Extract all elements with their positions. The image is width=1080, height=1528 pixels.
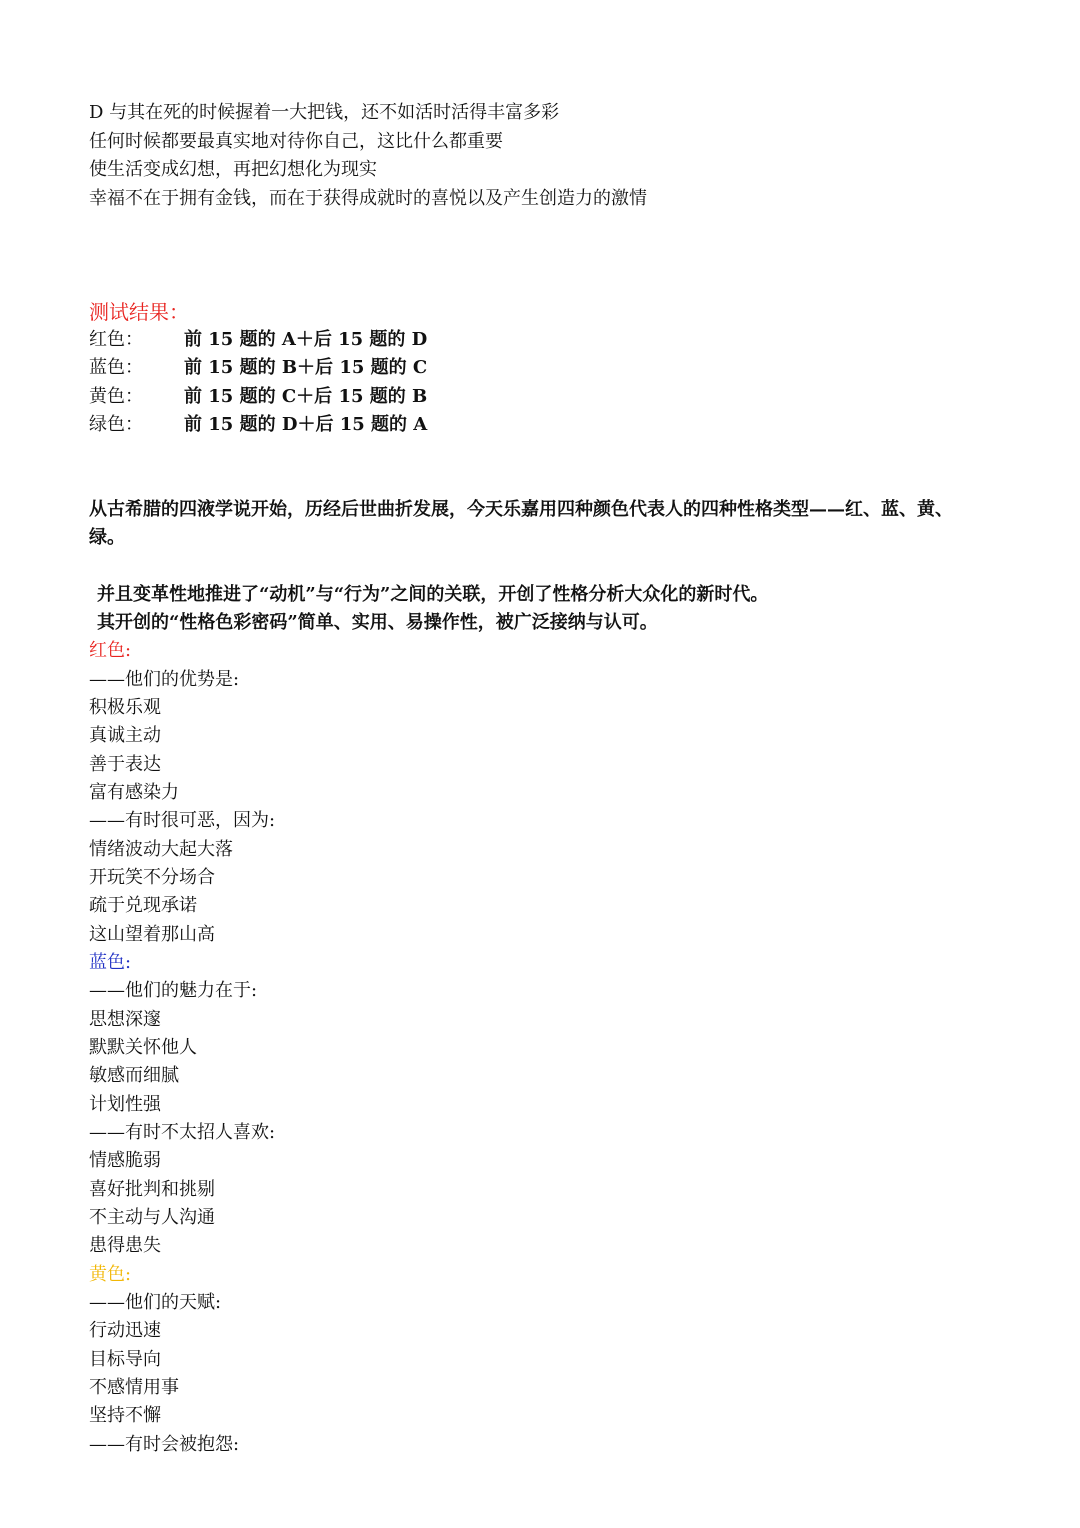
result-title: 测试结果：: [89, 300, 189, 324]
result-rule: 前 15 题的 A＋后 15 题的 D: [184, 329, 428, 350]
blue-heading: 蓝色:: [89, 952, 132, 973]
list-item: 开玩笑不分场合: [89, 867, 215, 888]
result-rule: 前 15 题的 C＋后 15 题的 B: [184, 386, 428, 407]
section-sublabel: ——他们的魅力在于:: [89, 980, 258, 1001]
list-item: 目标导向: [89, 1349, 161, 1370]
section-sublabel: ——有时会被抱怨:: [89, 1434, 240, 1455]
list-item: 情绪波动大起大落: [89, 839, 233, 860]
intro-text: 绿。: [89, 527, 125, 548]
result-row: [89, 384, 427, 410]
result-color-label: 绿色：: [89, 414, 143, 435]
result-row: [89, 355, 427, 381]
result-row: [89, 412, 427, 438]
list-item: 疏于兑现承诺: [89, 895, 197, 916]
quote-line: 使生活变成幻想，再把幻想化为现实: [89, 159, 377, 180]
result-rule: 前 15 题的 B＋后 15 题的 C: [184, 357, 428, 378]
list-item: 坚持不懈: [89, 1405, 161, 1426]
list-item: 真诚主动: [89, 725, 161, 746]
list-item: 默默关怀他人: [89, 1037, 197, 1058]
list-item: 喜好批判和挑剔: [89, 1179, 215, 1200]
section-sublabel: ——他们的天赋:: [89, 1292, 222, 1313]
list-item: 这山望着那山高: [89, 924, 215, 945]
result-color-label: 红色：: [89, 329, 143, 350]
section-sublabel: ——有时很可恶，因为:: [89, 810, 276, 831]
yellow-heading: 黄色:: [89, 1264, 132, 1285]
result-row: [89, 327, 427, 353]
list-item: 善于表达: [89, 754, 161, 775]
quote-line: 任何时候都要最真实地对待你自己，这比什么都重要: [89, 131, 503, 152]
result-color-label: 黄色：: [89, 386, 143, 407]
list-item: 不主动与人沟通: [89, 1207, 215, 1228]
quote-line: D 与其在死的时候握着一大把钱，还不如活时活得丰富多彩: [89, 102, 560, 123]
intro-text: 从古希腊的四液学说开始，历经后世曲折发展，今天乐嘉用四种颜色代表人的四种性格类型——红、蓝、黄、: [89, 499, 953, 520]
list-item: 积极乐观: [89, 697, 161, 718]
result-rule: 前 15 题的 D＋后 15 题的 A: [184, 414, 428, 435]
list-item: 计划性强: [89, 1094, 161, 1115]
intro-text: 并且变革性地推进了“动机”与“行为”之间的关联，开创了性格分析大众化的新时代。: [97, 584, 769, 605]
list-item: 患得患失: [89, 1235, 161, 1256]
red-heading: 红色:: [89, 640, 132, 661]
result-color-label: 蓝色：: [89, 357, 143, 378]
section-sublabel: ——有时不太招人喜欢:: [89, 1122, 276, 1143]
list-item: 富有感染力: [89, 782, 179, 803]
list-item: 行动迅速: [89, 1320, 161, 1341]
list-item: 不感情用事: [89, 1377, 179, 1398]
list-item: 思想深邃: [89, 1009, 161, 1030]
quote-line: 幸福不在于拥有金钱，而在于获得成就时的喜悦以及产生创造力的激情: [89, 188, 647, 209]
intro-text: 其开创的“性格色彩密码”简单、实用、易操作性，被广泛接纳与认可。: [97, 612, 658, 633]
list-item: 情感脆弱: [89, 1150, 161, 1171]
section-sublabel: ——他们的优势是:: [89, 669, 240, 690]
list-item: 敏感而细腻: [89, 1065, 179, 1086]
